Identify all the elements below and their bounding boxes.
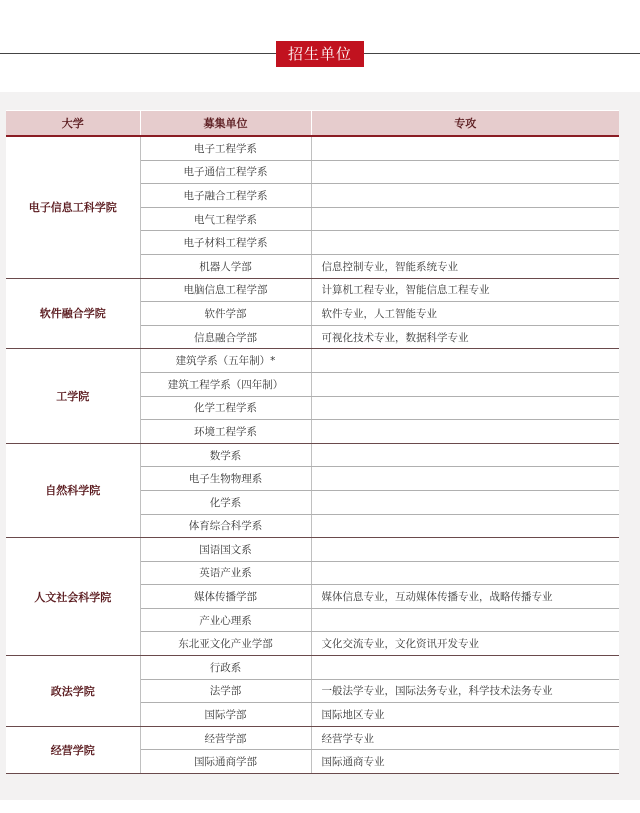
unit-cell: 数学系 [140,443,311,467]
unit-cell: 国语国文系 [140,538,311,562]
unit-cell: 经营学部 [140,726,311,750]
unit-cell: 电气工程学系 [140,207,311,231]
college-cell: 经营学院 [6,726,140,773]
major-cell [311,656,619,680]
unit-cell: 化学系 [140,490,311,514]
major-cell [311,396,619,420]
unit-cell: 电子通信工程学系 [140,160,311,184]
college-cell: 软件融合学院 [6,278,140,349]
major-cell [311,490,619,514]
unit-cell: 信息融合学部 [140,325,311,349]
major-cell [311,608,619,632]
unit-cell: 环境工程学系 [140,420,311,444]
table-row [6,278,619,302]
unit-cell: 化学工程学系 [140,396,311,420]
section-title: 招生单位 [276,41,364,67]
unit-cell: 机器人学部 [140,254,311,278]
major-cell [311,443,619,467]
unit-cell: 国际学部 [140,703,311,727]
major-cell: 媒体信息专业，互动媒体传播专业，战略传播专业 [311,585,619,609]
admissions-table [6,110,619,774]
table-header-row [6,111,619,137]
unit-cell: 行政系 [140,656,311,680]
unit-cell: 软件学部 [140,302,311,326]
table-row [6,656,619,680]
major-cell [311,136,619,160]
major-cell: 国际通商专业 [311,750,619,774]
unit-cell: 英语产业系 [140,561,311,585]
major-cell: 文化交流专业，文化资讯开发专业 [311,632,619,656]
major-cell [311,160,619,184]
major-cell: 软件专业，人工智能专业 [311,302,619,326]
major-cell [311,420,619,444]
major-cell: 一般法学专业，国际法务专业，科学技术法务专业 [311,679,619,703]
table-row [6,443,619,467]
table-row [6,538,619,562]
college-cell: 自然科学院 [6,443,140,537]
college-cell: 人文社会科学院 [6,538,140,656]
unit-cell: 电子工程学系 [140,136,311,160]
major-cell [311,231,619,255]
table-panel [0,92,640,800]
table-row [6,726,619,750]
table-row [6,349,619,373]
college-cell: 政法学院 [6,656,140,727]
major-cell [311,561,619,585]
unit-cell: 电脑信息工程学部 [140,278,311,302]
unit-cell: 国际通商学部 [140,750,311,774]
unit-cell: 媒体传播学部 [140,585,311,609]
college-cell: 电子信息工科学院 [6,136,140,278]
major-cell [311,514,619,538]
major-cell [311,467,619,491]
major-cell [311,207,619,231]
unit-cell: 东北亚文化产业学部 [140,632,311,656]
header-unit: 募集单位 [140,111,311,137]
unit-cell: 电子材料工程学系 [140,231,311,255]
header-major: 专攻 [311,111,619,137]
unit-cell: 体育综合科学系 [140,514,311,538]
major-cell: 国际地区专业 [311,703,619,727]
major-cell: 可视化技术专业，数据科学专业 [311,325,619,349]
major-cell: 信息控制专业，智能系统专业 [311,254,619,278]
major-cell [311,372,619,396]
unit-cell: 建筑工程学系（四年制） [140,372,311,396]
unit-cell: 法学部 [140,679,311,703]
major-cell [311,538,619,562]
college-cell: 工学院 [6,349,140,443]
unit-cell: 电子生物物理系 [140,467,311,491]
table-body [6,136,619,774]
unit-cell: 建筑学系（五年制）* [140,349,311,373]
header-college: 大学 [6,111,140,137]
unit-cell: 产业心理系 [140,608,311,632]
major-cell: 计算机工程专业，智能信息工程专业 [311,278,619,302]
major-cell [311,349,619,373]
major-cell [311,184,619,208]
table-row [6,136,619,160]
major-cell: 经营学专业 [311,726,619,750]
unit-cell: 电子融合工程学系 [140,184,311,208]
